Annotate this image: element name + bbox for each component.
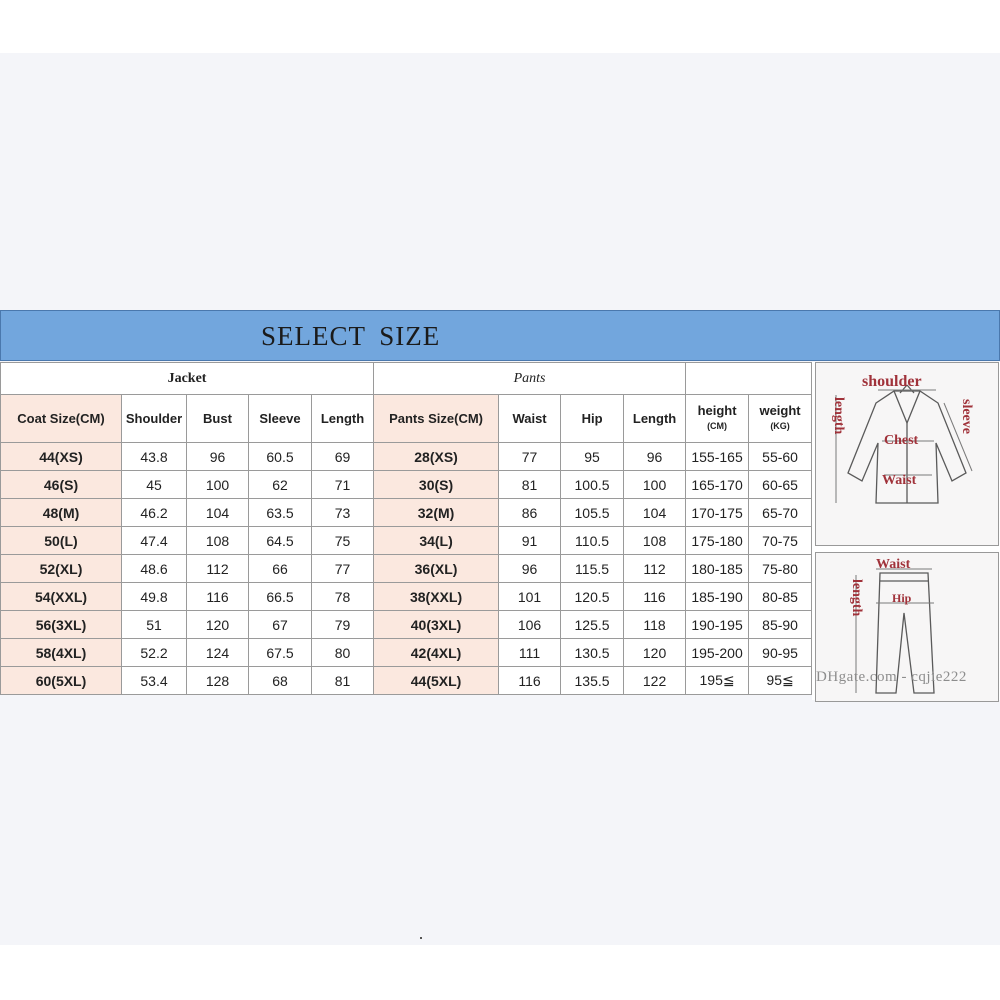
table-cell: 165-170 — [686, 471, 749, 499]
table-cell: 100 — [187, 471, 249, 499]
table-cell: 185-190 — [686, 583, 749, 611]
table-cell: 70-75 — [749, 527, 812, 555]
coat-size-cell: 60(5XL) — [1, 667, 122, 695]
group-pants: Pants — [374, 363, 686, 395]
table-row — [1, 583, 812, 611]
table-cell: 91 — [499, 527, 561, 555]
table-cell: 96 — [187, 443, 249, 471]
table-cell: 135.5 — [561, 667, 624, 695]
table-cell: 175-180 — [686, 527, 749, 555]
group-jacket: Jacket — [1, 363, 374, 395]
size-rows — [1, 443, 812, 695]
table-cell: 100 — [624, 471, 686, 499]
table-cell: 128 — [187, 667, 249, 695]
coat-size-cell: 46(S) — [1, 471, 122, 499]
table-cell: 75-80 — [749, 555, 812, 583]
group-header-row — [1, 363, 812, 395]
pants-size-cell: 28(XS) — [374, 443, 499, 471]
pants-size-cell: 32(M) — [374, 499, 499, 527]
header-shoulder: Shoulder — [122, 395, 187, 443]
label-hip: Hip — [892, 591, 912, 605]
coat-diagram — [815, 362, 999, 546]
table-cell: 48.6 — [122, 555, 187, 583]
table-cell: 43.8 — [122, 443, 187, 471]
table-cell: 95≦ — [749, 667, 812, 695]
column-header-row — [1, 395, 812, 443]
header-bust: Bust — [187, 395, 249, 443]
pants-size-cell: 34(L) — [374, 527, 499, 555]
pants-size-cell: 42(4XL) — [374, 639, 499, 667]
pants-size-cell: 38(XXL) — [374, 583, 499, 611]
table-cell: 66 — [249, 555, 312, 583]
table-cell: 69 — [312, 443, 374, 471]
table-cell: 73 — [312, 499, 374, 527]
table-cell: 95 — [561, 443, 624, 471]
table-cell: 101 — [499, 583, 561, 611]
table-cell: 66.5 — [249, 583, 312, 611]
table-cell: 124 — [187, 639, 249, 667]
table-cell: 106 — [499, 611, 561, 639]
table-cell: 108 — [187, 527, 249, 555]
table-cell: 86 — [499, 499, 561, 527]
label-coat-length: length — [831, 397, 846, 435]
label-chest: Chest — [884, 433, 919, 448]
coat-size-cell: 58(4XL) — [1, 639, 122, 667]
table-cell: 130.5 — [561, 639, 624, 667]
table-cell: 180-185 — [686, 555, 749, 583]
table-cell: 71 — [312, 471, 374, 499]
table-cell: 68 — [249, 667, 312, 695]
table-cell: 112 — [624, 555, 686, 583]
coat-size-cell: 44(XS) — [1, 443, 122, 471]
header-jacket-length: Length — [312, 395, 374, 443]
table-cell: 65-70 — [749, 499, 812, 527]
table-cell: 64.5 — [249, 527, 312, 555]
size-table — [0, 362, 812, 695]
table-cell: 77 — [312, 555, 374, 583]
coat-size-cell: 56(3XL) — [1, 611, 122, 639]
table-cell: 116 — [187, 583, 249, 611]
header-pants-length: Length — [624, 395, 686, 443]
table-cell: 110.5 — [561, 527, 624, 555]
header-sleeve: Sleeve — [249, 395, 312, 443]
header-hip: Hip — [561, 395, 624, 443]
table-cell: 85-90 — [749, 611, 812, 639]
header-pants-size: Pants Size(CM) — [374, 395, 499, 443]
measurement-diagrams — [812, 362, 1000, 700]
table-row — [1, 639, 812, 667]
coat-size-cell: 50(L) — [1, 527, 122, 555]
group-blank — [686, 363, 812, 395]
table-row — [1, 667, 812, 695]
table-cell: 115.5 — [561, 555, 624, 583]
header-weight — [749, 395, 812, 443]
label-pants-length: length — [849, 579, 864, 617]
table-cell: 81 — [499, 471, 561, 499]
header-coat-size: Coat Size(CM) — [1, 395, 122, 443]
coat-size-cell: 52(XL) — [1, 555, 122, 583]
table-cell: 155-165 — [686, 443, 749, 471]
table-cell: 63.5 — [249, 499, 312, 527]
table-cell: 120 — [624, 639, 686, 667]
table-cell: 122 — [624, 667, 686, 695]
table-cell: 170-175 — [686, 499, 749, 527]
table-row — [1, 499, 812, 527]
table-cell: 96 — [624, 443, 686, 471]
table-cell: 111 — [499, 639, 561, 667]
table-cell: 120.5 — [561, 583, 624, 611]
table-row — [1, 611, 812, 639]
table-row — [1, 555, 812, 583]
table-cell: 125.5 — [561, 611, 624, 639]
label-pants-waist: Waist — [876, 557, 911, 572]
pants-size-cell: 30(S) — [374, 471, 499, 499]
table-cell: 100.5 — [561, 471, 624, 499]
header-height — [686, 395, 749, 443]
header-height-label: height — [697, 403, 737, 418]
table-cell: 60-65 — [749, 471, 812, 499]
table-cell: 195≦ — [686, 667, 749, 695]
coat-size-cell: 48(M) — [1, 499, 122, 527]
table-cell: 80 — [312, 639, 374, 667]
table-cell: 112 — [187, 555, 249, 583]
table-cell: 116 — [499, 667, 561, 695]
pants-size-cell: 44(5XL) — [374, 667, 499, 695]
pants-size-cell: 40(3XL) — [374, 611, 499, 639]
table-cell: 90-95 — [749, 639, 812, 667]
pants-size-cell: 36(XL) — [374, 555, 499, 583]
table-cell: 118 — [624, 611, 686, 639]
header-weight-unit: (KG) — [770, 421, 790, 431]
table-cell: 108 — [624, 527, 686, 555]
stray-dot — [420, 937, 422, 939]
table-cell: 80-85 — [749, 583, 812, 611]
table-cell: 195-200 — [686, 639, 749, 667]
coat-size-cell: 54(XXL) — [1, 583, 122, 611]
table-cell: 77 — [499, 443, 561, 471]
table-cell: 81 — [312, 667, 374, 695]
table-cell: 104 — [624, 499, 686, 527]
table-cell: 116 — [624, 583, 686, 611]
table-cell: 49.8 — [122, 583, 187, 611]
table-cell: 104 — [187, 499, 249, 527]
table-cell: 53.4 — [122, 667, 187, 695]
table-cell: 67 — [249, 611, 312, 639]
table-cell: 105.5 — [561, 499, 624, 527]
table-cell: 62 — [249, 471, 312, 499]
table-cell: 45 — [122, 471, 187, 499]
title-bar — [0, 310, 1000, 361]
watermark: DHgate.com - cqjie222 — [816, 669, 967, 685]
label-coat-waist: Waist — [882, 473, 917, 488]
table-cell: 120 — [187, 611, 249, 639]
table-cell: 55-60 — [749, 443, 812, 471]
table-cell: 190-195 — [686, 611, 749, 639]
header-height-unit: (CM) — [707, 421, 728, 431]
table-cell: 67.5 — [249, 639, 312, 667]
label-shoulder: shoulder — [862, 373, 922, 390]
table-cell: 96 — [499, 555, 561, 583]
table-cell: 52.2 — [122, 639, 187, 667]
label-sleeve: sleeve — [959, 399, 974, 434]
table-cell: 60.5 — [249, 443, 312, 471]
table-row — [1, 443, 812, 471]
table-cell: 78 — [312, 583, 374, 611]
table-cell: 79 — [312, 611, 374, 639]
table-cell: 51 — [122, 611, 187, 639]
header-waist: Waist — [499, 395, 561, 443]
header-weight-label: weight — [759, 403, 801, 418]
table-cell: 75 — [312, 527, 374, 555]
table-cell: 47.4 — [122, 527, 187, 555]
table-row — [1, 527, 812, 555]
table-row — [1, 471, 812, 499]
table-cell: 46.2 — [122, 499, 187, 527]
size-chart — [0, 310, 1000, 700]
chart-title: SELECT SIZE — [261, 321, 441, 351]
